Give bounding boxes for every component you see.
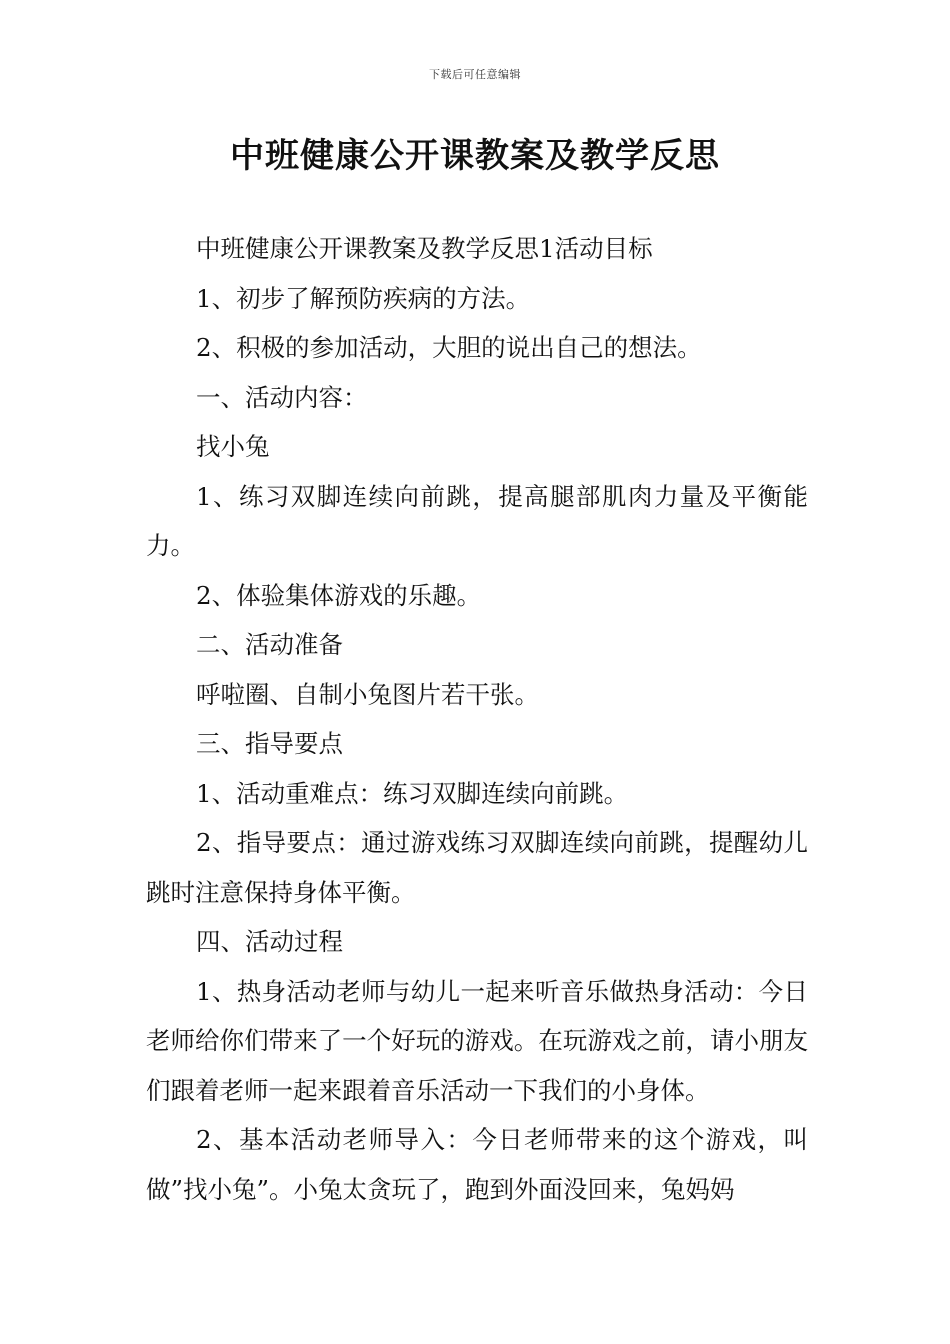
paragraph: 2、基本活动老师导入：今日老师带来的这个游戏，叫做”找小兔”。小兔太贪玩了，跑到外面没回来，兔妈妈 (146, 1125, 808, 1204)
paragraph: 2、体验集体游戏的乐趣。 (196, 580, 482, 610)
paragraph: 中班健康公开课教案及教学反思1活动目标 (196, 234, 653, 263)
header-note: 下载后可任意编辑 (429, 68, 521, 81)
document-body (146, 224, 808, 1214)
section-heading: 二、活动准备 (196, 630, 343, 659)
paragraph: 1、活动重难点：练习双脚连续向前跳。 (196, 778, 629, 808)
paragraph: 2、积极的参加活动，大胆的说出自己的想法。 (196, 333, 702, 362)
paragraph: 找小兔 (196, 432, 270, 461)
paragraph: 2、指导要点：通过游戏练习双脚连续向前跳，提醒幼儿跳时注意保持身体平衡。 (146, 828, 808, 907)
section-heading: 三、指导要点 (196, 729, 343, 758)
paragraph: 1、初步了解预防疾病的方法。 (196, 283, 531, 313)
document-title: 中班健康公开课教案及教学反思 (230, 136, 720, 176)
paragraph: 呼啦圈、自制小兔图片若干张。 (196, 679, 539, 709)
section-heading: 一、活动内容： (196, 382, 368, 412)
paragraph: 1、练习双脚连续向前跳，提高腿部肌肉力量及平衡能力。 (146, 481, 808, 560)
paragraph: 1、热身活动老师与幼儿一起来听音乐做热身活动：今日老师给你们带来了一个好玩的游戏。在玩游戏之前，请小朋友们跟着老师一起来跟着音乐活动一下我们的小身体。 (146, 976, 808, 1105)
section-heading: 四、活动过程 (196, 927, 343, 956)
